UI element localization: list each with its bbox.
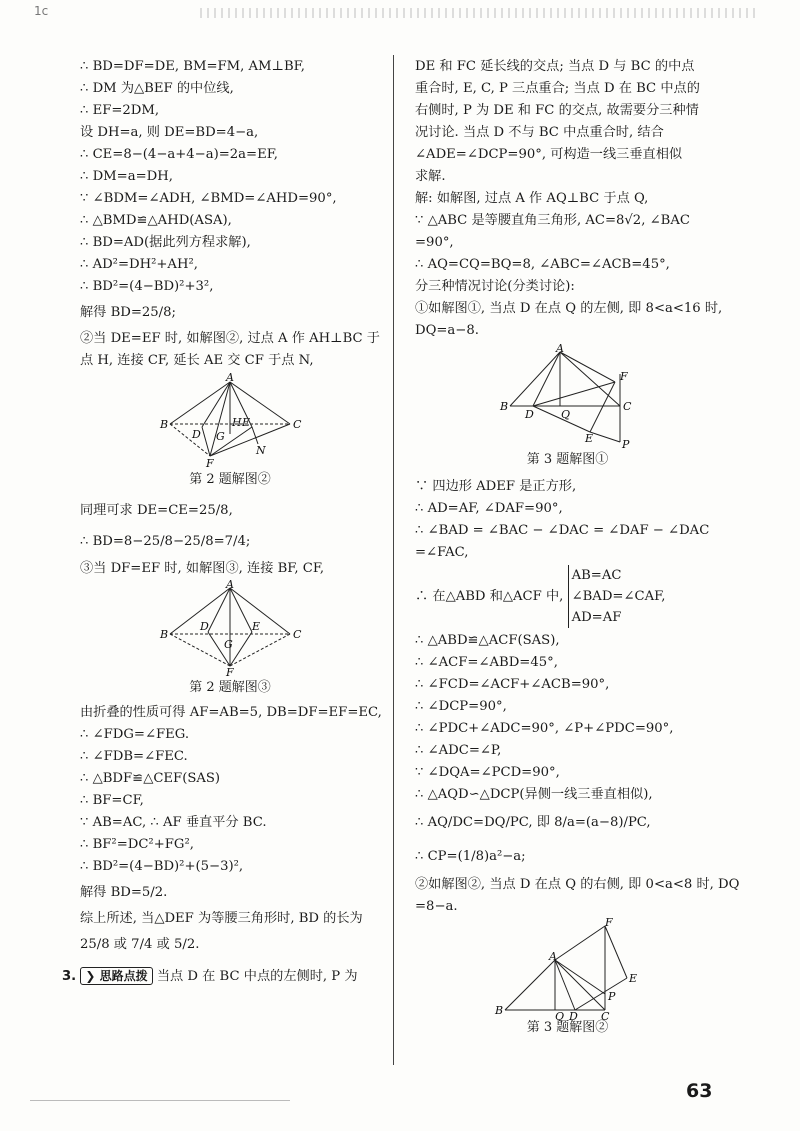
- text-line: ∴ △ABD≌△ACF(SAS),: [415, 633, 560, 648]
- figure-3-1: [415, 342, 720, 451]
- congruence-system: [415, 564, 720, 630]
- text-line: =∠FAC,: [415, 545, 469, 560]
- text-line: ∴ BD=DF=DE, BM=FM, AM⊥BF,: [80, 59, 305, 74]
- hint-badge: ❯ 思路点拨: [80, 967, 152, 985]
- fig3-1-label-F: F: [620, 370, 628, 383]
- congruence-brace: [568, 565, 666, 628]
- text-line: ①如解图①, 当点 D 在点 Q 的左侧, 即 8<a<16 时,: [415, 301, 723, 316]
- text-line: ∵ 四边形 ADEF 是正方形,: [415, 479, 577, 494]
- fig2-3-label-A: A: [226, 578, 234, 591]
- congruence-row: AD=AF: [571, 610, 622, 625]
- figure-2-3-svg: [80, 578, 380, 679]
- case2-text: ②当 DE=EF 时, 如解图②, 过点 A 作 AH⊥BC 于点 H, 连接 CF, 延长 AE 交 CF 于点 N,: [80, 331, 380, 368]
- text-line: ∴ ∠FDG=∠FEG.: [80, 727, 190, 742]
- text-line: ∴ BF=CF,: [80, 793, 144, 808]
- text-line: 解: 如解图, 过点 A 作 AQ⊥BC 于点 Q,: [415, 191, 649, 206]
- text-line: ∠ADE=∠DCP=90°, 可构造一线三垂直相似: [415, 147, 683, 162]
- fig2-2-label-E: E: [242, 416, 251, 429]
- fig3-2-label-P: P: [608, 990, 616, 1003]
- question-number: 3.: [62, 969, 77, 984]
- scan-artifact: [200, 8, 760, 18]
- congruence-row: ∠BAD=∠CAF,: [571, 589, 666, 604]
- figure-2-2-svg: [80, 371, 380, 470]
- figure-3-2-svg: [415, 916, 720, 1023]
- text-line: ∴ △BDF≌△CEF(SAS): [80, 771, 221, 786]
- text-line: ∵ ∠DQA=∠PCD=90°,: [415, 765, 560, 780]
- right-lines-b: [415, 476, 720, 564]
- text-line: =8−a.: [415, 899, 458, 914]
- text-line: =90°,: [415, 235, 454, 250]
- text-line: 分三种情况讨论(分类讨论):: [415, 279, 575, 294]
- text-line: ∴ AQ=CQ=BQ=8, ∠ABC=∠ACB=45°,: [415, 257, 670, 272]
- fig2-2-label-C: C: [293, 418, 302, 431]
- text-line: ∴ △BMD≌△AHD(ASA),: [80, 213, 232, 228]
- text-line: ②如解图②, 当点 D 在点 Q 的右侧, 即 0<a<8 时, DQ: [415, 877, 740, 892]
- fig2-2-label-A: A: [226, 371, 234, 384]
- fig3-1-label-P: P: [622, 438, 630, 451]
- fig2-3-label-F: F: [226, 666, 234, 679]
- page-corner-mark: 1c: [34, 4, 49, 18]
- fig2-2-label-N: N: [256, 444, 266, 457]
- text-line: 求解.: [415, 169, 446, 184]
- left-lines-a: [80, 56, 380, 328]
- left-column: [62, 56, 382, 988]
- text-line: ∴ ∠FCD=∠ACF+∠ACB=90°,: [415, 677, 610, 692]
- text-line: 解得 BD=25/8;: [80, 305, 176, 320]
- text-line: ∵ AB=AC, ∴ AF 垂直平分 BC.: [80, 815, 267, 830]
- text-line: ∴ DM 为△BEF 的中位线,: [80, 81, 234, 96]
- text-line: ∴ BF²=DC²+FG²,: [80, 837, 194, 852]
- fig3-2-label-E: E: [629, 972, 638, 985]
- right-column: [415, 56, 740, 1038]
- figure-2-2: [80, 371, 380, 470]
- fig3-2-label-D: D: [569, 1010, 578, 1023]
- text-line: ∴ BD=8−25/8−25/8=7/4;: [80, 534, 251, 549]
- figure-3-1-svg: [415, 342, 720, 451]
- right-lines-a: [415, 56, 723, 342]
- fig3-1-label-Q: Q: [561, 408, 571, 421]
- text-line: DQ=a−8.: [415, 323, 479, 338]
- text-line: ∴ AD²=DH²+AH²,: [80, 257, 198, 272]
- text-line: 右侧时, P 为 DE 和 FC 的交点, 故需要分三种情: [415, 103, 699, 118]
- page-number: 63: [686, 1080, 713, 1102]
- scan-edge: [30, 1100, 290, 1101]
- fig2-2-label-G: G: [216, 430, 225, 443]
- fig3-2-label-C: C: [601, 1010, 610, 1023]
- fig2-2-label-F: F: [206, 457, 214, 470]
- text-line: 综上所述, 当△DEF 为等腰三角形时, BD 的长为: [80, 911, 363, 926]
- text-line: 同理可求 DE=CE=25/8,: [80, 503, 233, 518]
- text-line: ∴ BD²=(4−BD)²+(5−3)²,: [80, 859, 244, 874]
- left-lines-b: [80, 496, 380, 580]
- text-line: ∴ EF=2DM,: [80, 103, 160, 118]
- fig3-2-label-Q: Q: [555, 1010, 565, 1023]
- text-line: ∴ AQ/DC=DQ/PC, 即 8/a=(a−8)/PC,: [415, 815, 651, 830]
- text-line: 设 DH=a, 则 DE=BD=4−a,: [80, 125, 259, 140]
- figure-2-3: [80, 578, 380, 679]
- fig2-3-label-B: B: [160, 628, 169, 641]
- text-line: ∴ BD=AD(据此列方程求解),: [80, 235, 251, 250]
- text-line: ∴ ∠ACF=∠ABD=45°,: [415, 655, 558, 670]
- figure-2-2-caption: 第 2 题解图②: [189, 472, 271, 487]
- fig2-2-label-B: B: [160, 418, 169, 431]
- fig3-1-label-B: B: [500, 400, 509, 413]
- figure-3-2-caption: 第 3 题解图②: [526, 1020, 609, 1035]
- text-line: ∴ ∠BAD = ∠BAC − ∠DAC = ∠DAF − ∠DAC: [415, 523, 710, 538]
- text-line: ∵ △ABC 是等腰直角三角形, AC=8√2, ∠BAC: [415, 213, 690, 228]
- question-3-text: 当点 D 在 BC 中点的左侧时, P 为: [156, 969, 358, 984]
- congruence-prefix: ∴ 在△ABD 和△ACF 中,: [415, 589, 564, 604]
- text-line: 况讨论. 当点 D 不与 BC 中点重合时, 结合: [415, 125, 664, 140]
- column-divider: [393, 55, 394, 1065]
- right-lines-c: [415, 630, 740, 918]
- text-line: 解得 BD=5/2.: [80, 885, 168, 900]
- text-line: ∴ BD²=(4−BD)²+3²,: [80, 279, 214, 294]
- hint-badge-label: 思路点拨: [99, 969, 148, 983]
- text-line: ∴ CE=8−(4−a+4−a)=2a=EF,: [80, 147, 278, 162]
- text-line: 重合时, E, C, P 三点重合; 当点 D 在 BC 中点的: [415, 81, 700, 96]
- fig2-2-label-H: H: [232, 416, 242, 429]
- fig3-2-label-F: F: [605, 916, 613, 929]
- text-line: ③当 DF=EF 时, 如解图③, 连接 BF, CF,: [80, 561, 325, 576]
- text-line: ∴ ∠FDB=∠FEC.: [80, 749, 188, 764]
- fig3-1-label-E: E: [585, 432, 594, 445]
- fig2-3-label-D: D: [200, 620, 209, 633]
- fig3-1-label-A: A: [556, 342, 564, 355]
- figure-3-2: [415, 916, 720, 1023]
- text-line: ∴ DM=a=DH,: [80, 169, 173, 184]
- text-line: ∴ ∠DCP=90°,: [415, 699, 507, 714]
- fig3-2-label-A: A: [549, 950, 557, 963]
- text-line: ∵ ∠BDM=∠ADH, ∠BMD=∠AHD=90°,: [80, 191, 337, 206]
- text-line: DE 和 FC 延长线的交点; 当点 D 与 BC 的中点: [415, 59, 695, 74]
- text-line: 由折叠的性质可得 AF=AB=5, DB=DF=EF=EC,: [80, 705, 382, 720]
- text-line: ∴ CP=(1/8)a²−a;: [415, 849, 526, 864]
- figure-3-1-caption: 第 3 题解图①: [526, 452, 609, 467]
- fig2-3-label-G: G: [224, 638, 233, 651]
- fig3-2-label-B: B: [495, 1004, 504, 1017]
- text-line: ∴ △AQD∽△DCP(异侧一线三垂直相似),: [415, 787, 653, 802]
- question-3-header: [62, 966, 380, 988]
- left-lines-c: [80, 702, 380, 960]
- text-line: ∴ AD=AF, ∠DAF=90°,: [415, 501, 563, 516]
- fig2-2-label-D: D: [192, 428, 201, 441]
- fig2-3-label-E: E: [252, 620, 261, 633]
- figure-2-3-caption: 第 2 题解图③: [189, 680, 271, 695]
- congruence-row: AB=AC: [571, 568, 622, 583]
- fig2-3-label-C: C: [293, 628, 302, 641]
- text-line: ∴ ∠ADC=∠P,: [415, 743, 502, 758]
- text-line: ∴ ∠PDC+∠ADC=90°, ∠P+∠PDC=90°,: [415, 721, 674, 736]
- text-line: 25/8 或 7/4 或 5/2.: [80, 937, 200, 952]
- fig3-1-label-C: C: [623, 400, 632, 413]
- fig3-1-label-D: D: [525, 408, 534, 421]
